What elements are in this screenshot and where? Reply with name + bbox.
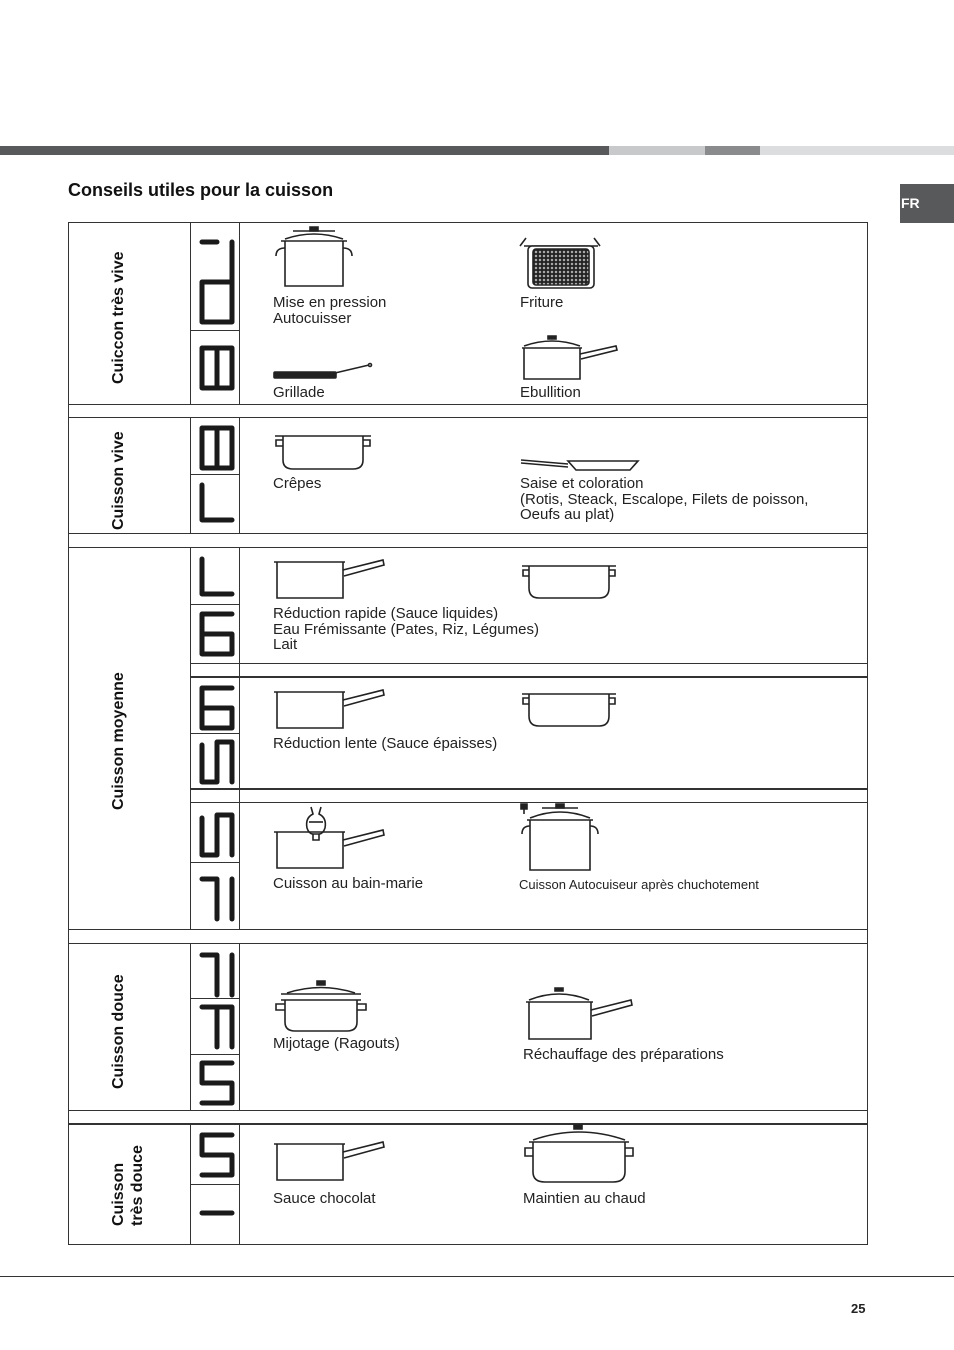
digit-5 [197, 737, 237, 787]
digit-2 [197, 1058, 237, 1108]
item-label: Maintien au chaud [523, 1190, 646, 1207]
wide-pot-icon [273, 432, 373, 472]
top-bar-pale [760, 146, 954, 155]
digit-5 [197, 810, 237, 860]
saucepan-lid-icon [523, 986, 635, 1042]
page-title: Conseils utiles pour la cuisson [68, 180, 334, 200]
separator-strip [68, 930, 868, 944]
separator-strip [68, 534, 868, 548]
page-number: 25 [851, 1301, 866, 1316]
section-label-moyenne: Cuisson moyenne [110, 672, 127, 810]
digit-7 [197, 480, 237, 530]
casserole-lid-icon [273, 980, 369, 1034]
digit-2 [197, 1130, 237, 1180]
saucepan-icon [273, 1138, 388, 1184]
item-label: Mise en pression Autocuisser [273, 294, 387, 327]
item-label: Réduction lente (Sauce épaisses) [273, 735, 498, 752]
digit-6 [197, 609, 237, 659]
pressure-cooker-icon [273, 226, 355, 290]
bain-marie-icon [273, 806, 388, 872]
top-bar-dark [0, 146, 609, 155]
item-label: Friture [520, 294, 564, 311]
saucepan-icon [273, 556, 388, 602]
section-tres-douce [68, 1124, 868, 1245]
footer-rule [0, 1276, 954, 1277]
section-tres-vive [68, 222, 868, 405]
language-tab: FR [900, 184, 954, 223]
saucepan-lid-icon [520, 334, 620, 382]
top-bar-mid [705, 146, 760, 155]
item-label: Mijotage (Ragouts) [273, 1035, 400, 1052]
item-label: Grillade [273, 384, 325, 401]
digit-7 [197, 554, 237, 604]
digit-8 [197, 423, 237, 473]
item-label: Ebullition [520, 384, 581, 401]
digit-4 [197, 874, 237, 924]
pressure-cooker-icon [520, 802, 602, 872]
wide-pot-icon [520, 690, 618, 730]
grill-pan-icon [273, 361, 373, 381]
section-douce [68, 943, 868, 1111]
digit-4 [197, 950, 237, 1000]
section-label-tres-douce: Cuisson très douce [110, 1145, 146, 1226]
item-label: Sauce chocolat [273, 1190, 376, 1207]
item-label: Cuisson Autocuiseur après chuchotement [519, 877, 759, 892]
item-label: Crêpes [273, 475, 322, 492]
item-label: Réchauffage des préparations [523, 1046, 724, 1063]
digit-3 [197, 1002, 237, 1052]
digit-9 [197, 236, 237, 328]
wide-pot-icon [520, 562, 618, 602]
section-label-tres-vive: Cuiccon très vive [110, 251, 127, 384]
item-label: Réduction rapide (Sauce liquides) Eau Frémissante (Pates, Riz, Légumes) Lait [273, 605, 539, 653]
digit-6 [197, 683, 237, 733]
digit-8 [197, 343, 237, 393]
frying-pan-icon [520, 454, 642, 472]
digit-1 [197, 1188, 237, 1238]
covered-casserole-icon [523, 1124, 635, 1186]
top-bar-light [609, 146, 705, 155]
item-label: Cuisson au bain-marie [273, 875, 424, 892]
separator-strip [68, 1111, 868, 1125]
item-label: Saise et coloration (Rotis, Steack, Escalope, Filets de poisson, Oeufs au plat) [520, 475, 809, 523]
fryer-basket-icon [520, 236, 602, 292]
section-label-vive: Cuisson vive [110, 431, 127, 530]
saucepan-icon [273, 686, 388, 732]
section-label-douce: Cuisson douce [110, 974, 127, 1089]
